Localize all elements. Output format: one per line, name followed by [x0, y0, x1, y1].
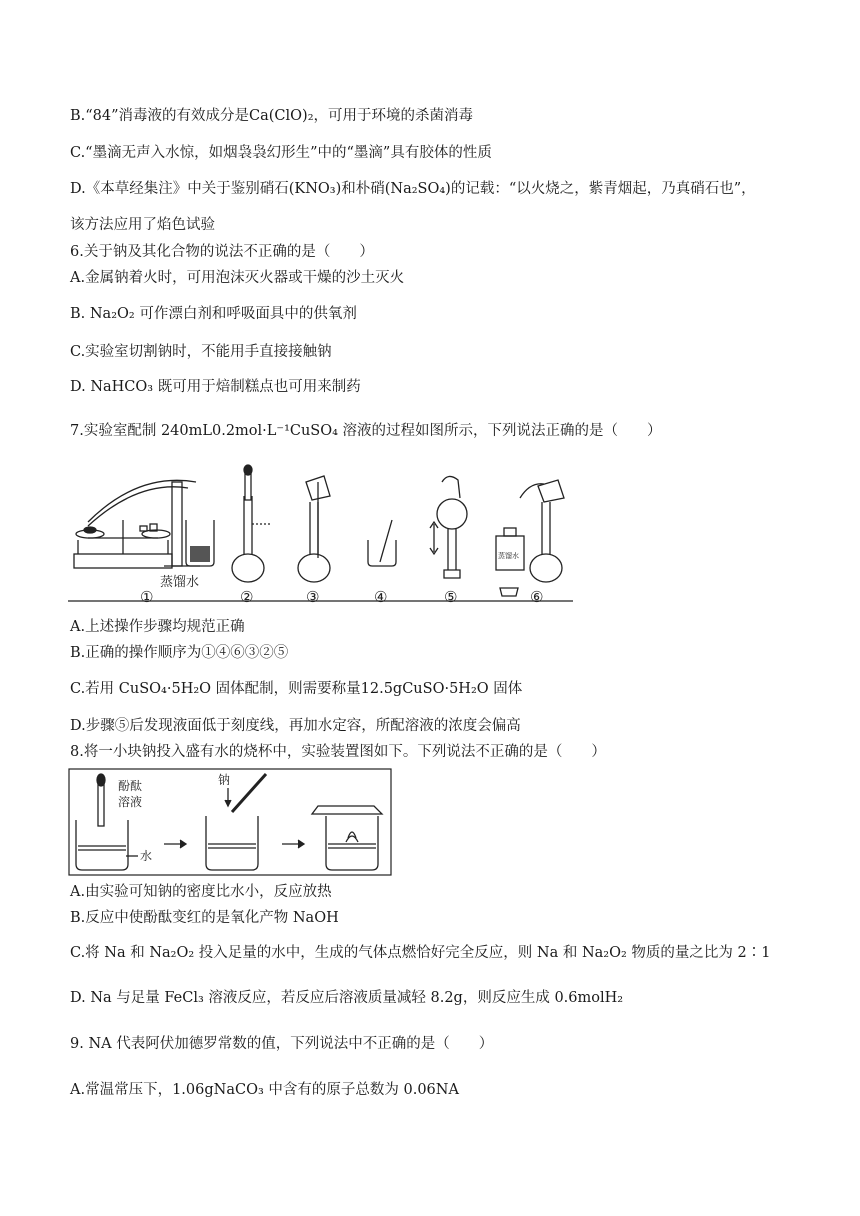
step-label-5: ⑤	[444, 588, 458, 606]
q9-option-a: A.常温常压下，1.06gNaCO₃ 中含有的原子总数为 0.06NA	[70, 1082, 459, 1098]
label-sodium: 钠	[218, 773, 231, 787]
q5-option-d-line2: 该方法应用了焰色试验	[70, 217, 215, 233]
q5-option-c: C.“墨滴无声入水惊，如烟袅袅幻形生”中的“墨滴”具有胶体的性质	[70, 145, 492, 161]
q8-stem: 8.将一小块钠投入盛有水的烧杯中，实验装置图如下。下列说法不正确的是（ ）	[70, 744, 606, 760]
q7-stem: 7.实验室配制 240mL0.2mol·L⁻¹CuSO₄ 溶液的过程如图所示，下列说法正确的是（ ）	[70, 423, 662, 439]
q7-option-b: B.正确的操作顺序为①④⑥③②⑤	[70, 645, 289, 661]
solution-preparation-figure	[68, 462, 573, 606]
q6-stem: 6.关于钠及其化合物的说法不正确的是（ ）	[70, 244, 374, 260]
q8-option-a: A.由实验可知钠的密度比水小，反应放热	[70, 884, 332, 900]
q8-option-c: C.将 Na 和 Na₂O₂ 投入足量的水中，生成的气体点燃恰好完全反应，则 Na 和 Na₂O₂ 物质的量之比为 2∶1	[70, 945, 771, 961]
q9-stem: 9. NA 代表阿伏加德罗常数的值，下列说法中不正确的是（ ）	[70, 1036, 494, 1052]
step-label-2: ②	[240, 588, 254, 606]
step-label-4: ④	[374, 588, 388, 606]
q8-option-d: D. Na 与足量 FeCl₃ 溶液反应，若反应后溶液质量减轻 8.2g，则反应生成 0.6molH₂	[70, 990, 624, 1006]
q6-option-c: C.实验室切割钠时，不能用手直接接触钠	[70, 344, 332, 360]
step-label-6: ⑥	[530, 588, 544, 606]
step-label-3: ③	[306, 588, 320, 606]
figure-bottle-label: 蒸馏水	[498, 552, 519, 560]
label-phenolphthalein-1: 酚酞	[118, 779, 143, 793]
q5-option-b: B.“84”消毒液的有效成分是Ca(ClO)₂，可用于环境的杀菌消毒	[70, 108, 474, 124]
q7-option-c: C.若用 CuSO₄·5H₂O 固体配制，则需要称量12.5gCuSO·5H₂O 固体	[70, 681, 523, 697]
q8-option-b: B.反应中使酚酞变红的是氧化产物 NaOH	[70, 910, 339, 926]
sodium-water-figure	[68, 768, 392, 876]
q6-option-b: B. Na₂O₂ 可作漂白剂和呼吸面具中的供氧剂	[70, 306, 357, 322]
label-phenolphthalein-2: 溶液	[118, 795, 143, 809]
q6-option-a: A.金属钠着火时，可用泡沫灭火器或干燥的沙土灭火	[70, 270, 405, 286]
step-label-1: ①	[140, 588, 154, 606]
q6-option-d: D. NaHCO₃ 既可用于焙制糕点也可用来制药	[70, 379, 361, 395]
q5-option-d-line1: D.《本草经集注》中关于鉴别硝石(KNO₃)和朴硝(Na₂SO₄)的记载：“以火烧之，紫青烟起，乃真硝石也”，	[70, 181, 756, 197]
label-water: 水	[140, 849, 153, 863]
q7-option-d: D.步骤⑤后发现液面低于刻度线，再加水定容，所配溶液的浓度会偏高	[70, 718, 521, 734]
q7-option-a: A.上述操作步骤均规范正确	[70, 619, 245, 635]
figure-water-label: 蒸馏水	[160, 575, 200, 590]
